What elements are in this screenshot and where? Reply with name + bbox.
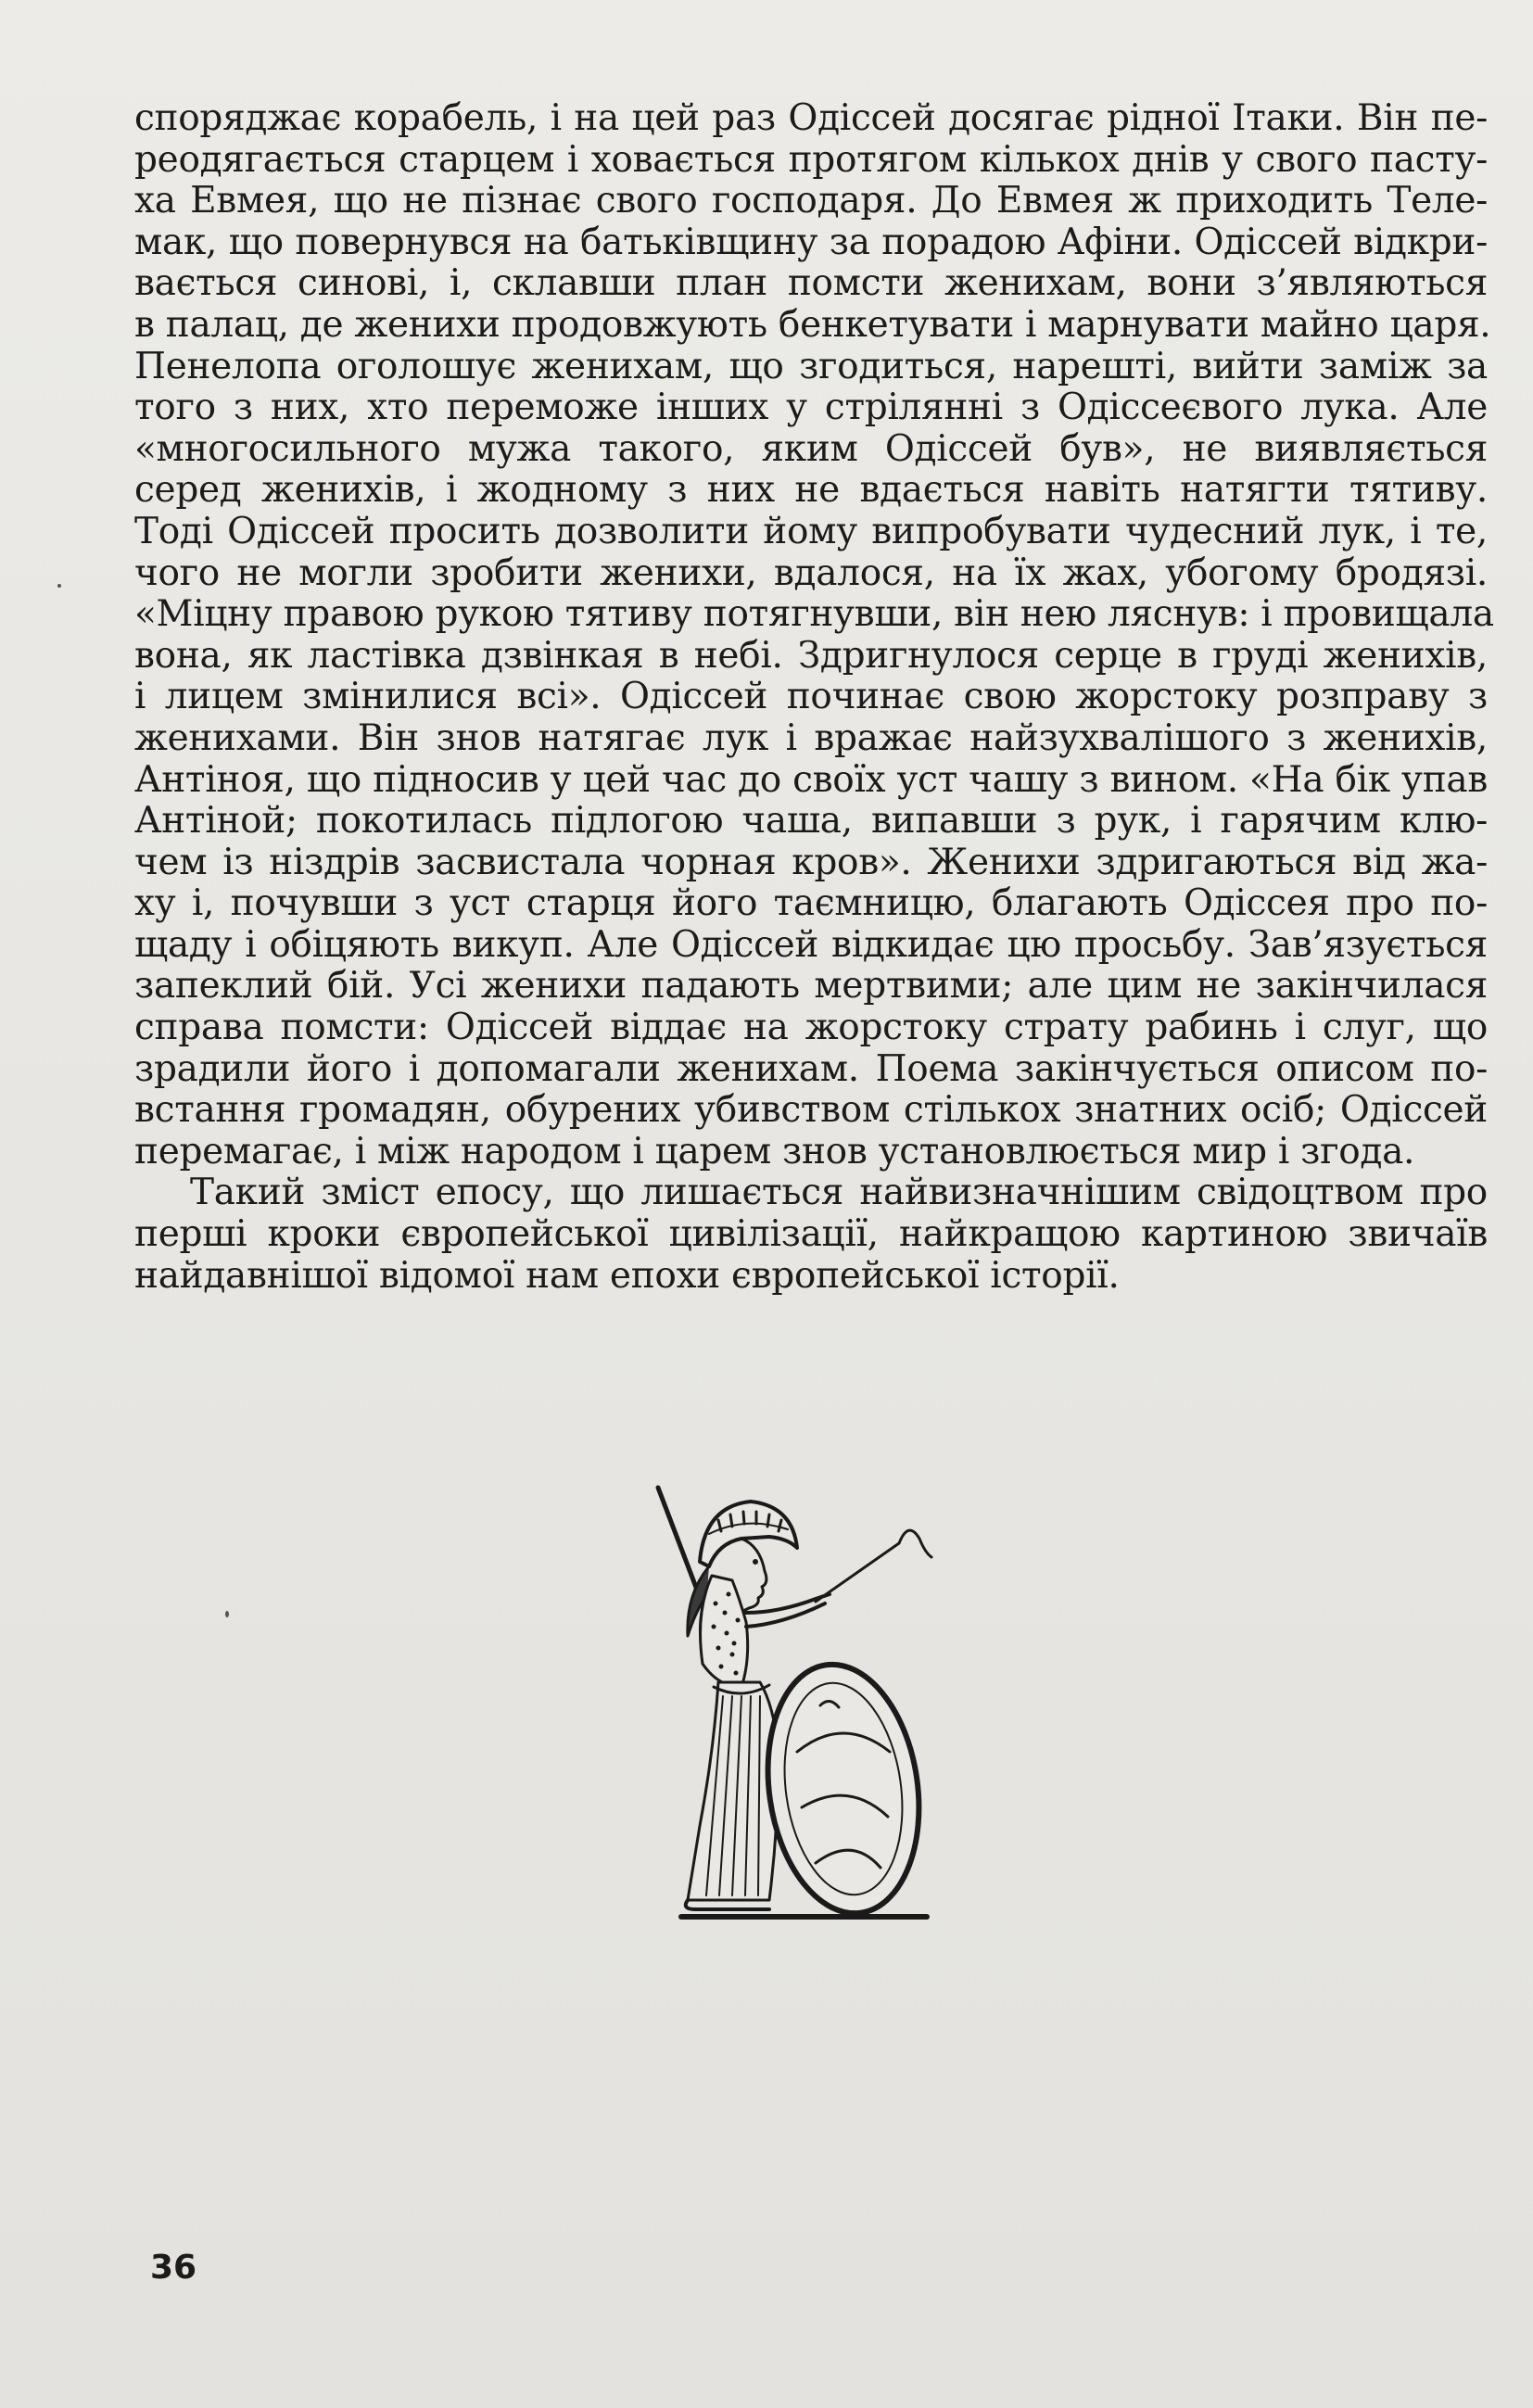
text-line: ху і, почувши з уст старця його таємницю, благають Одіссея про по- xyxy=(134,882,1488,925)
text-line: женихами. Він знов натягає лук і вражає найзухвалішого з женихів, xyxy=(134,716,1488,759)
text-line: зрадили його і допомагали женихам. Поема закінчується описом по- xyxy=(134,1047,1488,1090)
text-line: вона, як ластівка дзвінкая в небі. Здригнулося серце в груді женихів, xyxy=(134,634,1488,677)
text-line: в палац, де женихи продовжують бенкетувати і марнувати майно царя. xyxy=(134,303,1491,346)
text-line: щаду і обіцяють викуп. Але Одіссей відкидає цю просьбу. Зав’язується xyxy=(134,923,1488,966)
text-line: Тоді Одіссей просить дозволити йому випробувати чудесний лук, і те, xyxy=(134,510,1488,552)
print-speck xyxy=(57,584,61,588)
text-line: перемагає, і між народом і царем знов установлюється мир і згода. xyxy=(134,1130,1415,1172)
text-line: мак, що повернувся на батьківщину за порадою Афіни. Одіссей відкри- xyxy=(134,221,1488,263)
text-line: «Міцну правою рукою тятиву потягнувши, він нею ляснув: і провищала xyxy=(134,593,1494,636)
text-line: встання громадян, обурених убивством стількох знатних осіб; Одіссей xyxy=(134,1089,1488,1132)
text-line: найдавнішої відомої нам епохи європейської історії. xyxy=(134,1254,1120,1297)
print-speck xyxy=(225,1611,229,1617)
text-line: чого не могли зробити женихи, вдалося, на їх жах, убогому бродязі. xyxy=(134,551,1488,594)
text-line: серед женихів, і жодному з них не вдається навіть натягти тятиву. xyxy=(134,469,1488,512)
text-line: чем із ніздрів засвистала чорная кров». Женихи здригаються від жа- xyxy=(134,841,1488,883)
paragraph-2 xyxy=(134,1172,1488,1297)
page-number: 36 xyxy=(150,2249,197,2287)
text-line: перші кроки європейської цивілізації, найкращою картиною звичаїв xyxy=(134,1213,1488,1256)
body-text xyxy=(134,97,1494,1297)
text-line: того з них, хто переможе інших у стрілянні з Одіссеєвого лука. Але xyxy=(134,387,1488,429)
text-line: Антіноя, що підносив у цей час до своїх уст чашу з вином. «На бік упав xyxy=(134,758,1488,801)
text-line: ха Евмея, що не пізнає свого господаря. До Евмея ж приходить Теле- xyxy=(134,180,1488,222)
helmet-icon xyxy=(700,1502,797,1566)
text-line: і лицем змінилися всі». Одіссей починає свою жорстоку розправу з xyxy=(134,676,1488,718)
text-line: споряджає корабель, і на цей раз Одіссей досягає рідної Ітаки. Він пе- xyxy=(134,97,1488,139)
text-line: справа помсти: Одіссей віддає на жорстоку страту рабинь і слуг, що xyxy=(134,1007,1488,1049)
text-line: запеклий бій. Усі женихи падають мертвими; але цим не закінчилася xyxy=(134,965,1488,1008)
text-line: «многосильного мужа такого, яким Одіссей був», не виявляється xyxy=(134,427,1488,470)
paragraph-1 xyxy=(134,97,1494,1172)
text-line: Такий зміст епосу, що лишається найвизначнішим свідоцтвом про xyxy=(190,1172,1488,1214)
text-line: реодягається старцем і ховається протягом кількох днів у свого пасту- xyxy=(134,138,1488,181)
athena-illustration xyxy=(630,1474,1001,1956)
shield-icon xyxy=(753,1654,934,1923)
text-line: вається синові, і, склавши план помсти женихам, вони з’являються xyxy=(134,262,1488,305)
text-line: Антіной; покотилась підлогою чаша, випавши з рук, і гарячим клю- xyxy=(134,800,1488,843)
text-line: Пенелопа оголошує женихам, що згодиться, нарешті, вийти заміж за xyxy=(134,345,1488,387)
